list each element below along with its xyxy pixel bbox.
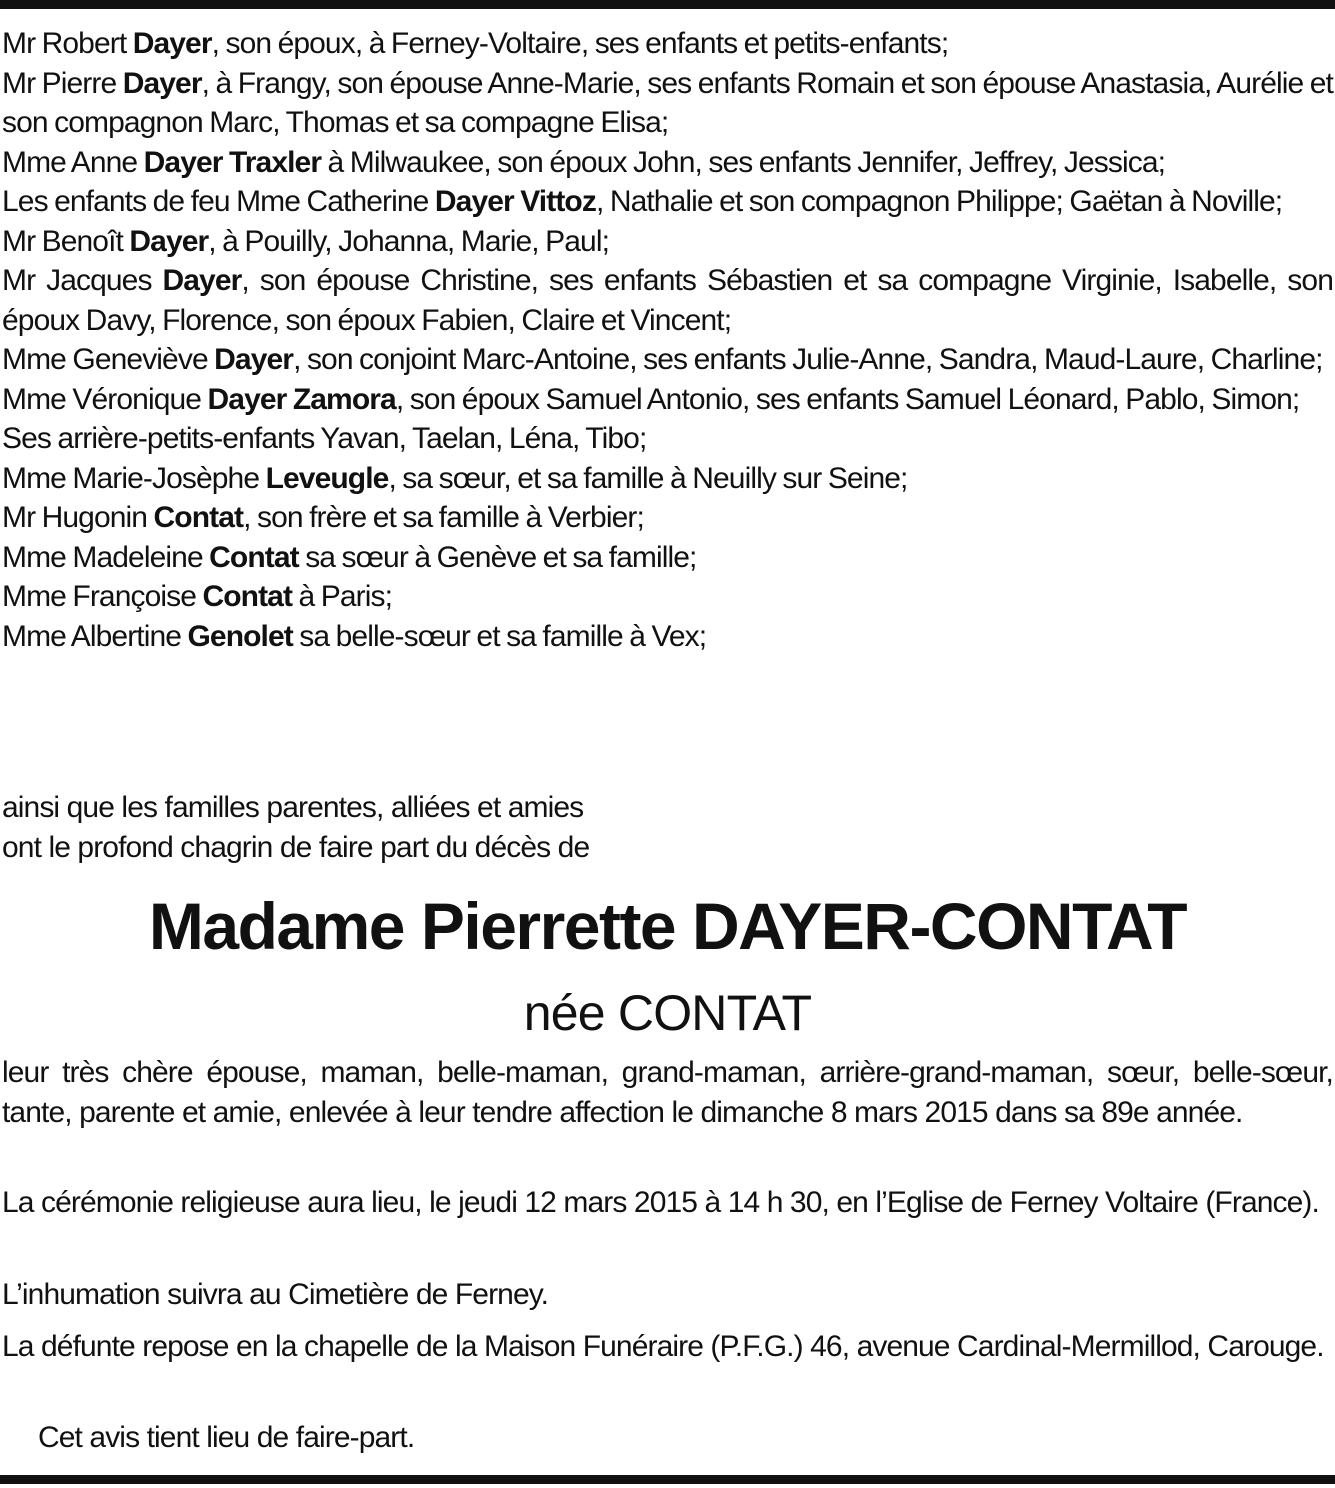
- mourner-surname: Dayer: [122, 66, 202, 100]
- announcement-intro: [2, 788, 1333, 868]
- burial-paragraph: L’inhumation suivra au Cimetière de Ferney.: [2, 1278, 549, 1311]
- intro-line: ont le profond chagrin de faire part du décès de: [2, 831, 590, 864]
- intro-line: ainsi que les familles parentes, alliées et amies: [2, 791, 584, 824]
- mourner-entry: Mme Françoise Contat à Paris;: [2, 580, 393, 613]
- mourner-surname: Dayer: [129, 224, 209, 258]
- maiden-name: née CONTAT: [523, 985, 812, 1041]
- mourner-surname: Dayer Vittoz: [434, 185, 596, 218]
- deceased-name-heading: Madame Pierrette DAYER-CONTAT: [148, 889, 1187, 963]
- mourner-entry: Mme Marie-Josèphe Leveugle, sa sœur, et sa famille à Neuilly sur Seine;: [2, 461, 908, 495]
- mourner-surname: Dayer: [162, 264, 242, 297]
- mourner-surname: Dayer: [132, 27, 212, 60]
- mourner-surname: Leveugle: [265, 461, 389, 495]
- mourner-entry: Mr Robert Dayer, son époux, à Ferney-Voltaire, ses enfants et petits-enfants;: [2, 27, 949, 60]
- mourner-entry: Mme Véronique Dayer Zamora, son époux Samuel Antonio, ses enfants Samuel Léonard, Pablo, Simon;: [2, 382, 1300, 416]
- bottom-border-rule: [0, 1475, 1335, 1484]
- mourner-entry: Mr Benoît Dayer, à Pouilly, Johanna, Marie, Paul;: [2, 224, 610, 258]
- mourner-surname: Dayer: [214, 343, 294, 376]
- mourner-entry: Mr Jacques Dayer, son épouse Christine, ses enfants Sébastien et sa compagne Virginie, Isabelle, son époux Davy, Florence, son époux Fabien, Claire et Vincent;: [2, 264, 1333, 337]
- mourner-surname: Dayer Traxler: [143, 145, 322, 179]
- mourner-entry: Mr Pierre Dayer, à Frangy, son épouse Anne-Marie, ses enfants Romain et son épouse Anastasia, Aurélie et son compagnon Marc, Thomas et sa compagne Elisa;: [2, 66, 1333, 139]
- mourner-entry: Mr Hugonin Contat, son frère et sa famille à Verbier;: [2, 501, 644, 534]
- mourner-surname: Contat: [202, 580, 293, 613]
- viewing-paragraph: La défunte repose en la chapelle de la Maison Funéraire (P.F.G.) 46, avenue Cardinal-Mermillod, Carouge.: [2, 1330, 1324, 1363]
- mourner-entry: Ses arrière-petits-enfants Yavan, Taelan, Léna, Tibo;: [2, 422, 647, 455]
- mourner-entry: Mme Anne Dayer Traxler à Milwaukee, son époux John, ses enfants Jennifer, Jeffrey, Jessica;: [2, 145, 1166, 179]
- mourner-entry: Mme Geneviève Dayer, son conjoint Marc-Antoine, ses enfants Julie-Anne, Sandra, Maud-Laure, Charline;: [2, 343, 1323, 376]
- ceremony-paragraph: La cérémonie religieuse aura lieu, le jeudi 12 mars 2015 à 14 h 30, en l’Eglise de Ferney Voltaire (France).: [2, 1186, 1319, 1219]
- mourner-surname: Contat: [153, 501, 244, 534]
- mourner-entry: Mme Madeleine Contat sa sœur à Genève et sa famille;: [2, 540, 697, 574]
- top-border-rule: [0, 0, 1335, 9]
- mourner-surname: Contat: [209, 540, 299, 574]
- closing-note: Cet avis tient lieu de faire-part.: [38, 1421, 415, 1454]
- mourner-surname: Genolet: [187, 619, 293, 653]
- mourner-entry: Mme Albertine Genolet sa belle-sœur et sa famille à Vex;: [2, 619, 707, 653]
- family-mourners-list: [2, 24, 1333, 656]
- mourner-surname: Dayer Zamora: [207, 382, 396, 416]
- mourner-entry: Les enfants de feu Mme Catherine Dayer Vittoz, Nathalie et son compagnon Philippe; Gaëtan à Noville;: [2, 185, 1283, 218]
- tribute-paragraph: leur très chère épouse, maman, belle-maman, grand-maman, arrière-grand-maman, sœur, belle-sœur, tante, parente et amie, enlevée à leur tendre affection le dimanche 8 mars 2015 dans sa 89e année.: [2, 1056, 1333, 1129]
